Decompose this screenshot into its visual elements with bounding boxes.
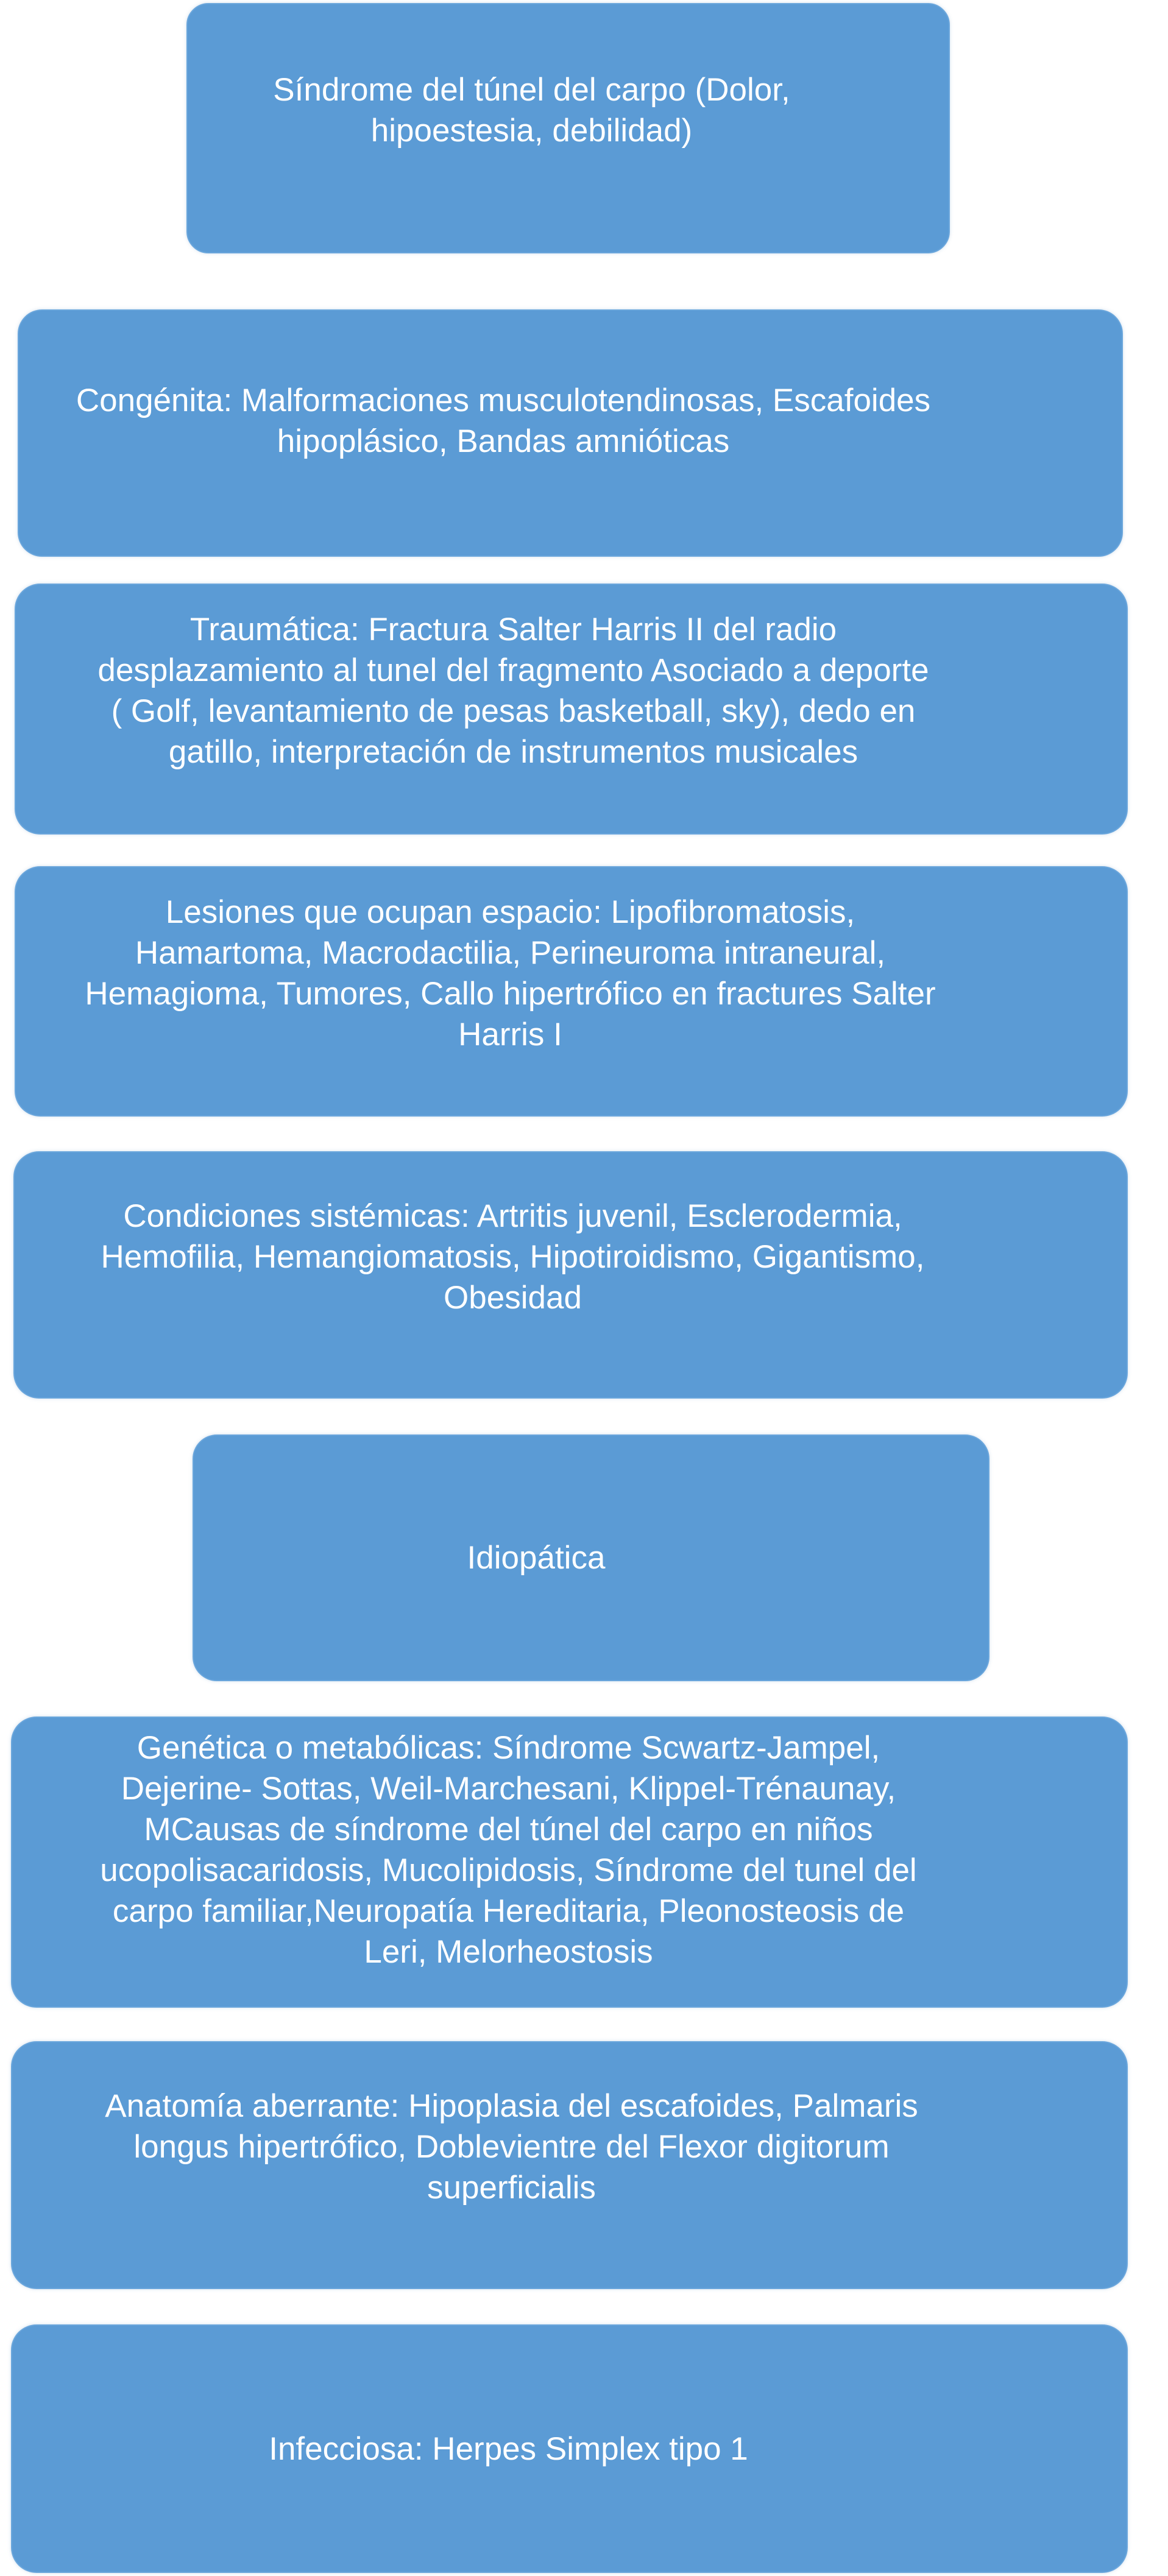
box-line: Obesidad: [444, 1279, 582, 1316]
box-condiciones-sistemicas: [13, 1151, 1128, 1399]
box-text: [100, 1727, 916, 1972]
box-line: MCausas de síndrome del túnel del carpo en niños: [144, 1812, 873, 1847]
box-text: [467, 1537, 606, 1578]
box-line: Infecciosa: Herpes Simplex tipo 1: [269, 2430, 748, 2467]
box-text: [273, 69, 790, 151]
box-line: ( Golf, levantamiento de pesas basketball, sky), dedo en: [111, 693, 916, 729]
box-text: [269, 2429, 748, 2469]
box-text: [76, 380, 930, 462]
box-line: Harris I: [458, 1016, 562, 1053]
box-line: hipoplásico, Bandas amnióticas: [277, 423, 730, 459]
box-line: superficialis: [427, 2170, 596, 2206]
box-line: gatillo, interpretación de instrumentos musicales: [168, 734, 858, 770]
box-sindrome-tunel-carpo: [186, 3, 950, 253]
box-line: Congénita: Malformaciones musculotendinosas, Escafoides: [76, 383, 931, 418]
box-text: [101, 1196, 925, 1318]
box-line: carpo familiar,Neuropatía Hereditaria, Pleonosteosis de: [112, 1893, 905, 1929]
box-lesiones-espacio: [15, 866, 1128, 1117]
box-line: Leri, Melorheostosis: [364, 1934, 653, 1970]
box-text: [97, 609, 929, 772]
box-text: [85, 892, 935, 1055]
box-line: Genética o metabólicas: Síndrome Scwartz-Jampel,: [136, 1730, 880, 1766]
box-anatomia-aberrante: [11, 2041, 1128, 2289]
box-line: ucopolisacaridosis, Mucolipidosis, Síndrome del tunel del: [100, 1852, 917, 1888]
box-text: [105, 2086, 918, 2208]
box-line: longus hipertrófico, Doblevientre del Flexor digitorum: [133, 2129, 890, 2165]
box-line: Traumática: Fractura Salter Harris II del radio: [189, 612, 837, 648]
box-line: Dejerine- Sottas, Weil-Marchesani, Klippel-Trénaunay,: [121, 1771, 896, 1807]
box-line: Hemofilia, Hemangiomatosis, Hipotiroidismo, Gigantismo,: [101, 1238, 925, 1275]
box-traumatica: [15, 584, 1128, 835]
box-genetica-metabolicas: [11, 1717, 1128, 2008]
box-line: Síndrome del túnel del carpo (Dolor,: [273, 71, 790, 108]
box-line: Condiciones sistémicas: Artritis juvenil, Esclerodermia,: [123, 1198, 902, 1234]
box-infecciosa: [11, 2324, 1128, 2573]
box-line: Hamartoma, Macrodactilia, Perineuroma intraneural,: [135, 934, 886, 971]
box-line: Idiopática: [467, 1540, 606, 1576]
box-line: Anatomía aberrante: Hipoplasia del escafoides, Palmaris: [105, 2088, 918, 2124]
box-line: Lesiones que ocupan espacio: Lipofibromatosis,: [165, 894, 855, 930]
box-line: desplazamiento al tunel del fragmento Asociado a deporte: [97, 652, 929, 688]
box-line: hipoestesia, debilidad): [370, 112, 693, 149]
box-line: Hemagioma, Tumores, Callo hipertrófico en fractures Salter: [85, 975, 936, 1012]
box-congenita: [18, 309, 1123, 557]
box-idiopatica: [193, 1434, 989, 1681]
